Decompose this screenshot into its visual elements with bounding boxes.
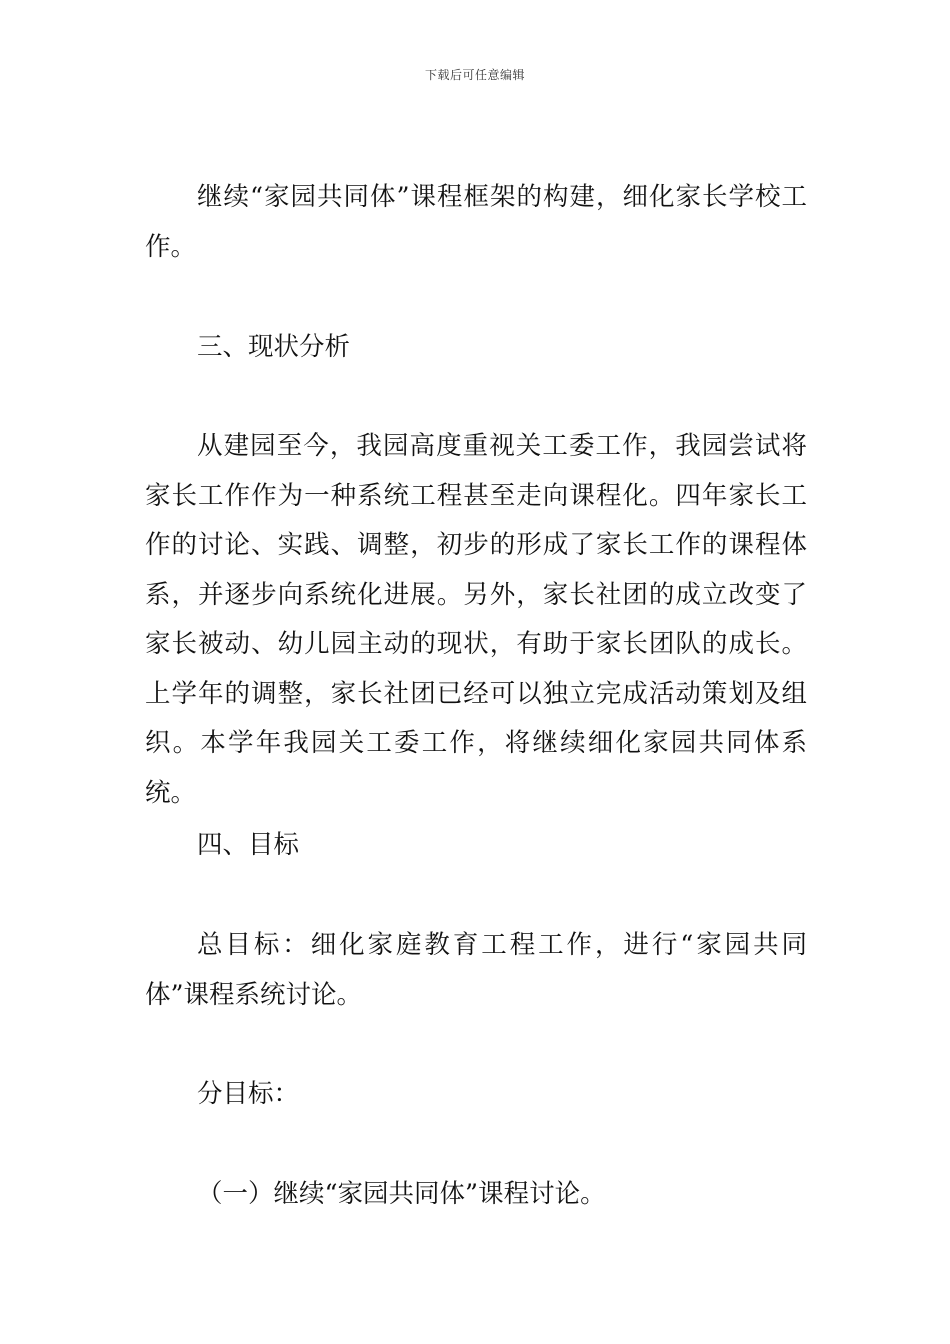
paragraph-status-analysis: 从建园至今，我园高度重视关工委工作，我园尝试将家长工作作为一种系统工程甚至走向课程化。四年家长工作的讨论、实践、调整，初步的形成了家长工作的课程体系，并逐步向系统化进展。另外，家长社团的成立改变了家长被动、幼儿园主动的现状，有助于家长团队的成长。上学年的调整，家长社团已经可以独立完成活动策划及组织。本学年我园关工委工作，将继续细化家园共同体系统。 — [145, 431, 807, 808]
section-heading-goals: 四、目标 — [197, 830, 300, 860]
header-note: 下载后可任意编辑 — [424, 68, 525, 82]
sub-goal-label: 分目标： — [197, 1079, 300, 1109]
paragraph-course-framework: 继续“家园共同体”课程框架的构建，细化家长学校工作。 — [145, 182, 807, 262]
paragraph-overall-goal: 总目标：细化家庭教育工程工作，进行“家园共同体”课程系统讨论。 — [145, 930, 807, 1010]
section-heading-status-analysis: 三、现状分析 — [197, 332, 351, 362]
sub-goal-item-1: （一）继续“家园共同体”课程讨论。 — [197, 1179, 606, 1209]
